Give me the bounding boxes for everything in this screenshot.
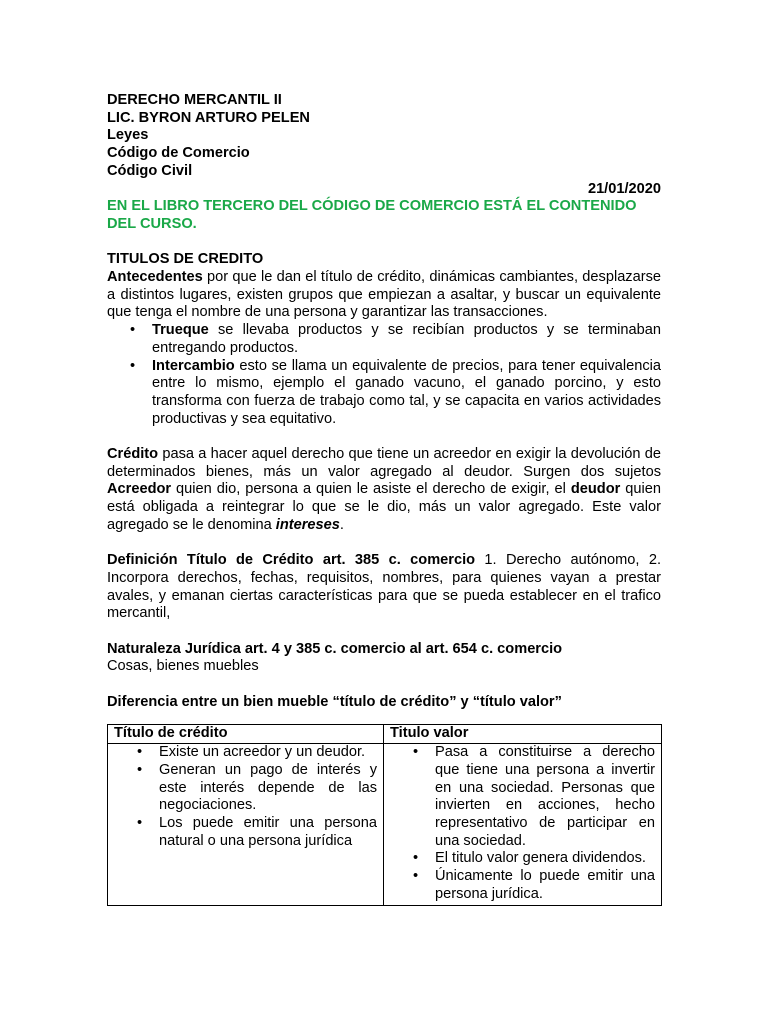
definicion-paragraph	[107, 552, 661, 623]
list-item	[152, 322, 661, 357]
law-item: Código Civil	[107, 162, 193, 179]
table-row	[108, 744, 662, 905]
naturaleza-title: Naturaleza Jurídica art. 4 y 385 c. comercio al art. 654 c. comercio	[107, 640, 563, 657]
list-item: • El titulo valor genera dividendos.	[435, 850, 655, 868]
definicion-text: 1. Derecho autónomo, 2. Incorpora derechos, fechas, requisitos, nombres, para quienes vayan a prestar avales, y emanan ciertas características para que se pueda establecer en el trafico mercantil,	[107, 552, 661, 622]
titulo-valor-list	[390, 744, 655, 903]
professor-name: LIC. BYRON ARTURO PELEN	[107, 109, 310, 126]
definicion-term: Definición Título de Crédito art. 385 c. comercio	[107, 552, 476, 569]
antecedentes-term: Antecedentes	[107, 269, 203, 286]
credito-text: pasa a hacer aquel derecho que tiene un acreedor en exigir la devolución de determinados bienes, más un valor agregado al deudor. Surgen dos sujetos	[107, 446, 661, 480]
antecedentes-text: por que le dan el título de crédito, dinámicas cambiantes, desplazarse a distintos lugares, existen grupos que empiezan a asaltar, y buscar un equivalente que tenga el nombre de una persona y garantizar las transacciones.	[107, 269, 661, 321]
law-item: Código de Comercio	[107, 145, 250, 162]
list-item: • Generan un pago de interés y este interés depende de las negociaciones.	[159, 762, 377, 815]
laws-label: Leyes	[107, 127, 149, 144]
credito-term: Crédito	[107, 446, 159, 463]
table-header-row	[108, 724, 662, 744]
table-cell-titulo-valor	[384, 744, 662, 905]
acreedor-term: Acreedor	[107, 481, 172, 498]
antecedentes-list	[107, 322, 661, 428]
comparison-table	[107, 724, 662, 906]
list-item: • Pasa a constituirse a derecho que tiene una persona a invertir en una sociedad. Personas que invierten en acciones, hecho representativo de participar en una sociedad.	[435, 744, 655, 850]
titulo-credito-list	[114, 744, 377, 850]
credito-text: quien dio, persona a quien le asiste el derecho de exigir, el	[171, 481, 571, 498]
naturaleza-text: Cosas, bienes muebles	[107, 658, 259, 675]
document-page	[107, 92, 661, 906]
deudor-term: deudor	[570, 481, 621, 498]
antecedentes-paragraph	[107, 269, 661, 322]
table-header-titulo-valor: Titulo valor	[384, 724, 662, 744]
credito-text: quien está obligada a reintegrar lo que se le dio, más un valor agregado. Este valor agregado se le denomina	[107, 481, 661, 533]
section-title: TITULOS DE CREDITO	[107, 251, 264, 268]
table-cell-titulo-credito	[108, 744, 384, 905]
list-item: • Los puede emitir una persona natural o una persona jurídica	[159, 815, 377, 850]
credito-text: .	[339, 516, 344, 533]
list-item: • Únicamente lo puede emitir una persona jurídica.	[435, 868, 655, 903]
document-date: 21/01/2020	[587, 180, 661, 197]
bullet-term: Intercambio	[152, 357, 235, 374]
course-title: DERECHO MERCANTIL II	[107, 92, 282, 108]
bullet-text: se llevaba productos y se recibían productos y se terminaban entregando productos.	[152, 322, 661, 356]
bullet-text: esto se llama un equivalente de precios, para tener equivalencia entre lo mismo, ejemplo el ganado vacuno, el ganado porcino, y esto transforma con fuerza de trabajo como tal, y se capacita en varios actividades productivas y sea equitativo.	[152, 357, 661, 427]
table-header-titulo-credito: Título de crédito	[108, 724, 384, 744]
intereses-term: intereses	[275, 516, 340, 533]
diferencia-title: Diferencia entre un bien mueble “título de crédito” y “título valor”	[107, 693, 562, 710]
list-item	[152, 358, 661, 429]
course-notice: EN EL LIBRO TERCERO DEL CÓDIGO DE COMERCIO ESTÁ EL CONTENIDO DEL CURSO.	[107, 198, 637, 232]
credito-paragraph	[107, 446, 661, 535]
list-item: • Existe un acreedor y un deudor.	[159, 744, 377, 762]
bullet-term: Trueque	[152, 322, 209, 339]
